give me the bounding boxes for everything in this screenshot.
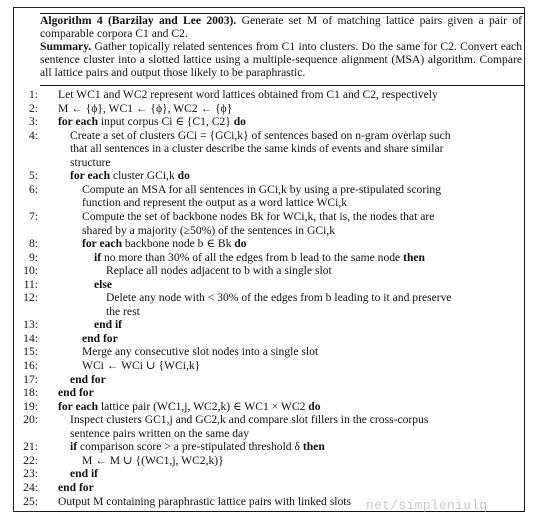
line-text: function and represent the output as a word lattice WCi,k: [82, 196, 348, 210]
line-number: 11:: [23, 277, 38, 291]
summary-label: Summary.: [40, 40, 92, 53]
line-number: 4:: [28, 128, 38, 142]
line-number: 12:: [23, 291, 38, 305]
line-text: that all sentences in a cluster describe the same kinds of events and share similar: [70, 142, 444, 156]
line-number: 24:: [23, 480, 38, 494]
line-number: 16:: [23, 359, 38, 372]
line-text: Output M containing paraphrastic lattice pairs with linked slots: [58, 494, 352, 508]
line-text: if no more than 30% of all the edges from b lead to the same node then: [94, 250, 425, 264]
line-text: Merge any consecutive slot nodes into a single slot: [82, 345, 319, 359]
algorithm-header: [40, 14, 522, 79]
line-text: shared by a majority (≥50%) of the sentences in GCi,k: [82, 223, 335, 237]
line-text: Create a set of clusters GCi = {GCi,k} of sentences based on n-gram overlap such: [70, 128, 451, 142]
line-text: Replace all nodes adjacent to b with a single slot: [106, 264, 332, 278]
line-text: for each lattice pair (WC1,j, WC2,k) ∈ WC1 × WC2 do: [58, 399, 321, 413]
line-number: 1:: [28, 88, 38, 101]
line-number: 9:: [28, 250, 38, 264]
algorithm-title-rest: Generate set M of matching lattice pairs given a pair of comparable corpora C1 and C2.: [40, 14, 522, 40]
line-text: WCi ← WCi ∪ {WCi,k}: [82, 359, 201, 372]
line-number: 7:: [28, 209, 38, 223]
line-text: Inspect clusters GC1,j and GC2,k and compare slot fillers in the cross-corpus: [70, 413, 429, 427]
line-number: 14:: [23, 331, 38, 345]
line-number: 2:: [28, 101, 38, 115]
line-text: sentence pairs written on the same day: [70, 426, 249, 440]
algorithm-title: [40, 14, 522, 40]
line-number: 23:: [23, 467, 38, 481]
line-text: Compute the set of backbone nodes Bk for WCi,k, that is, the nodes that are: [82, 209, 435, 223]
algorithm-title-bold: Algorithm 4 (Barzilay and Lee 2003).: [40, 14, 237, 27]
algorithm-mid-rule: [40, 85, 524, 86]
line-text: end if: [94, 318, 123, 332]
line-number: 22:: [23, 453, 38, 467]
summary-text: Gather topically related sentences from C1 into clusters. Do the same for C2. Convert each sentence cluster into a slotted lattice using a multiple-sequence alignment (MSA) algorithm. Compare all lattice pairs and output those likely to be paraphrastic.: [40, 40, 522, 79]
line-number: 13:: [23, 318, 38, 332]
line-number: 18:: [23, 386, 38, 400]
line-text: M ← {ϕ}, WC1 ← {ϕ}, WC2 ← {ϕ}: [58, 101, 233, 115]
line-text: Let WC1 and WC2 represent word lattices obtained from C1 and C2, respectively: [58, 88, 438, 101]
line-text: else: [94, 277, 113, 291]
line-text: for each input corpus Ci ∈ {C1, C2} do: [58, 115, 246, 129]
watermark-text: net/simpleniulq: [366, 498, 488, 513]
line-number: 20:: [23, 413, 38, 427]
line-number: 8:: [28, 237, 38, 251]
algorithm-summary: [40, 40, 522, 79]
line-text: for each backbone node b ∈ Bk do: [82, 237, 247, 251]
line-text: structure: [70, 155, 111, 169]
line-number: 21:: [23, 440, 38, 454]
line-text: end if: [70, 467, 99, 481]
line-text: end for: [82, 331, 118, 345]
line-number: 15:: [23, 345, 38, 359]
line-number: 10:: [23, 264, 38, 278]
line-text: M ← M ∪ {(WC1,j, WC2,k)}: [82, 453, 224, 467]
line-number: 17:: [23, 372, 38, 386]
line-text: if comparison score > a pre-stipulated threshold δ then: [70, 440, 325, 454]
line-text: the rest: [106, 304, 140, 318]
line-text: for each cluster GCi,k do: [70, 169, 190, 183]
line-number: 6:: [28, 182, 38, 196]
line-number: 5:: [28, 169, 38, 183]
line-number: 3:: [28, 115, 38, 129]
line-text: end for: [58, 480, 94, 494]
line-text: Compute an MSA for all sentences in GCi,k by using a pre-stipulated scoring: [82, 182, 442, 196]
line-number: 25:: [23, 494, 38, 508]
line-text: Delete any node with < 30% of the edges from b leading to it and preserve: [106, 291, 452, 305]
line-text: end for: [58, 386, 94, 400]
line-text: end for: [70, 372, 106, 386]
line-number: 19:: [23, 399, 38, 413]
